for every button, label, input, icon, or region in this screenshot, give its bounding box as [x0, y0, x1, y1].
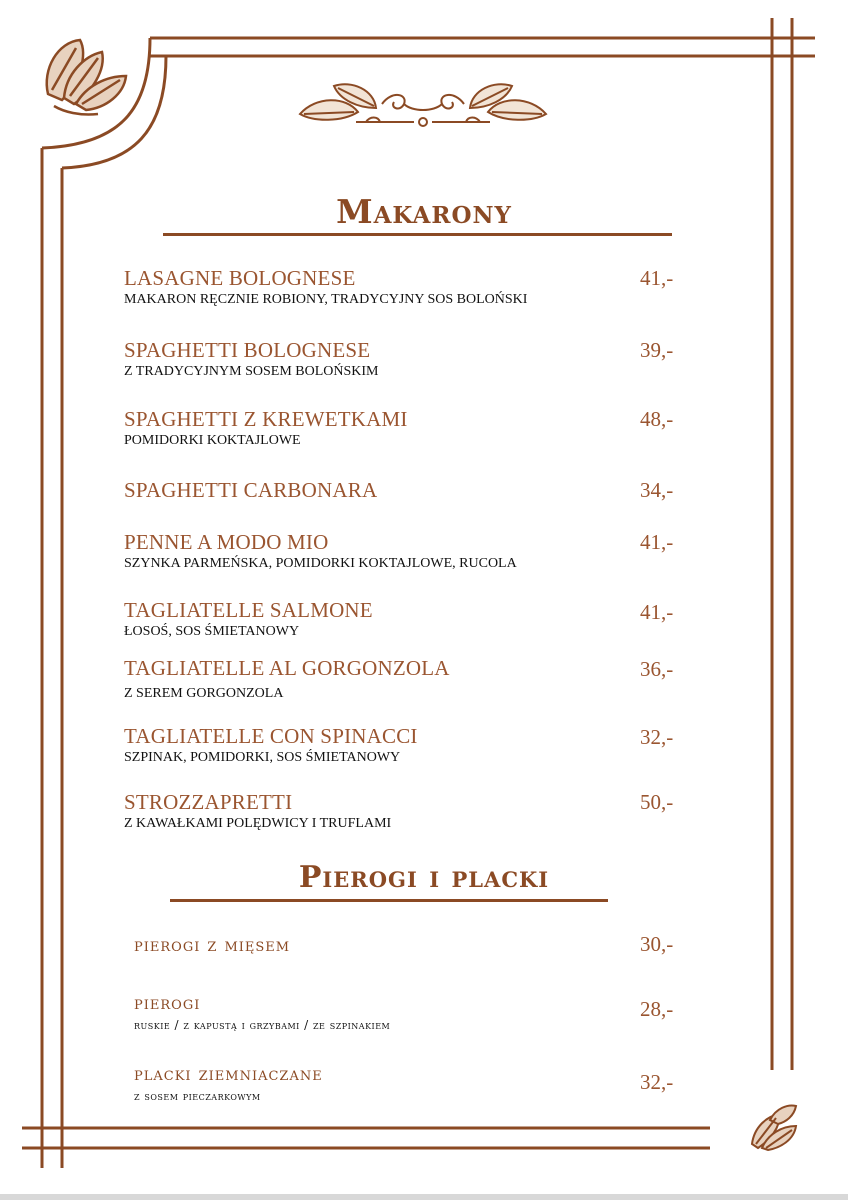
menu-item [124, 407, 684, 449]
section-divider [163, 233, 672, 236]
menu-item-price: 50,- [640, 790, 674, 814]
menu-item [124, 598, 684, 640]
menu-item [124, 530, 684, 572]
menu-item-description: ŁOSOŚ, SOS ŚMIETANOWY [124, 624, 300, 639]
menu-item-description: Z TRADYCYJNYM SOSEM BOLOŃSKIM [124, 364, 379, 379]
menu-item-description: ruskie / z kapustą i grzybami / ze szpinakiem [134, 1018, 391, 1032]
menu-item-name: SPAGHETTI CARBONARA [124, 478, 378, 502]
menu-item-name: TAGLIATELLE CON SPINACCI [124, 724, 418, 748]
menu-item-price: 32,- [640, 725, 674, 749]
menu-item-description: Z KAWAŁKAMI POLĘDWICY I TRUFLAMI [124, 816, 392, 831]
menu-item-description: Z SEREM GORGONZOLA [124, 686, 284, 701]
menu-item [124, 478, 684, 502]
menu-item-name: TAGLIATELLE AL GORGONZOLA [124, 656, 450, 680]
menu-item-description: MAKARON RĘCZNIE ROBIONY, TRADYCYJNY SOS BOLOŃSKI [124, 292, 528, 307]
menu-item-price: 32,- [640, 1070, 674, 1094]
menu-item-name: SPAGHETTI BOLOGNESE [124, 338, 371, 362]
menu-item-description: SZYNKA PARMEŃSKA, POMIDORKI KOKTAJLOWE, RUCOLA [124, 556, 517, 571]
acanthus-corner-icon [40, 34, 130, 120]
leaf-ornament-icon [296, 78, 550, 132]
menu-item [124, 656, 684, 702]
menu-item-name: pierogi z mięsem [134, 934, 291, 956]
menu-item [134, 1063, 654, 1104]
menu-item-price: 36,- [640, 657, 674, 681]
section-title-dumplings: Pierogi i placki [298, 860, 550, 895]
menu-item [124, 266, 684, 308]
menu-item-name: STROZZAPRETTI [124, 790, 293, 814]
menu-item-price: 41,- [640, 530, 674, 554]
acanthus-corner-icon [748, 1100, 800, 1154]
menu-item-description: POMIDORKI KOKTAJLOWE [124, 433, 301, 448]
menu-item-price: 41,- [640, 266, 674, 290]
menu-item-price: 30,- [640, 932, 674, 956]
menu-item-price: 48,- [640, 407, 674, 431]
menu-item-name: SPAGHETTI Z KREWETKAMI [124, 407, 408, 431]
menu-item-name: placki ziemniaczane [134, 1063, 323, 1085]
menu-item-name: PENNE A MODO MIO [124, 530, 329, 554]
menu-item-description: SZPINAK, POMIDORKI, SOS ŚMIETANOWY [124, 750, 401, 765]
menu-item-price: 39,- [640, 338, 674, 362]
section-divider [170, 899, 608, 902]
menu-item [124, 724, 684, 766]
menu-item-price: 34,- [640, 478, 674, 502]
menu-item-name: pierogi [134, 992, 201, 1014]
menu-item-description: z sosem pieczarkowym [134, 1089, 261, 1103]
menu-item [134, 934, 654, 956]
menu-item [124, 338, 684, 380]
menu-item-price: 41,- [640, 600, 674, 624]
section-title-pasta: Makarony [336, 192, 512, 231]
page-bottom-edge [0, 1194, 848, 1200]
menu-item-price: 28,- [640, 997, 674, 1021]
menu-item [134, 992, 654, 1033]
menu-item [124, 790, 684, 832]
menu-item-name: TAGLIATELLE SALMONE [124, 598, 373, 622]
menu-item-name: LASAGNE BOLOGNESE [124, 266, 356, 290]
